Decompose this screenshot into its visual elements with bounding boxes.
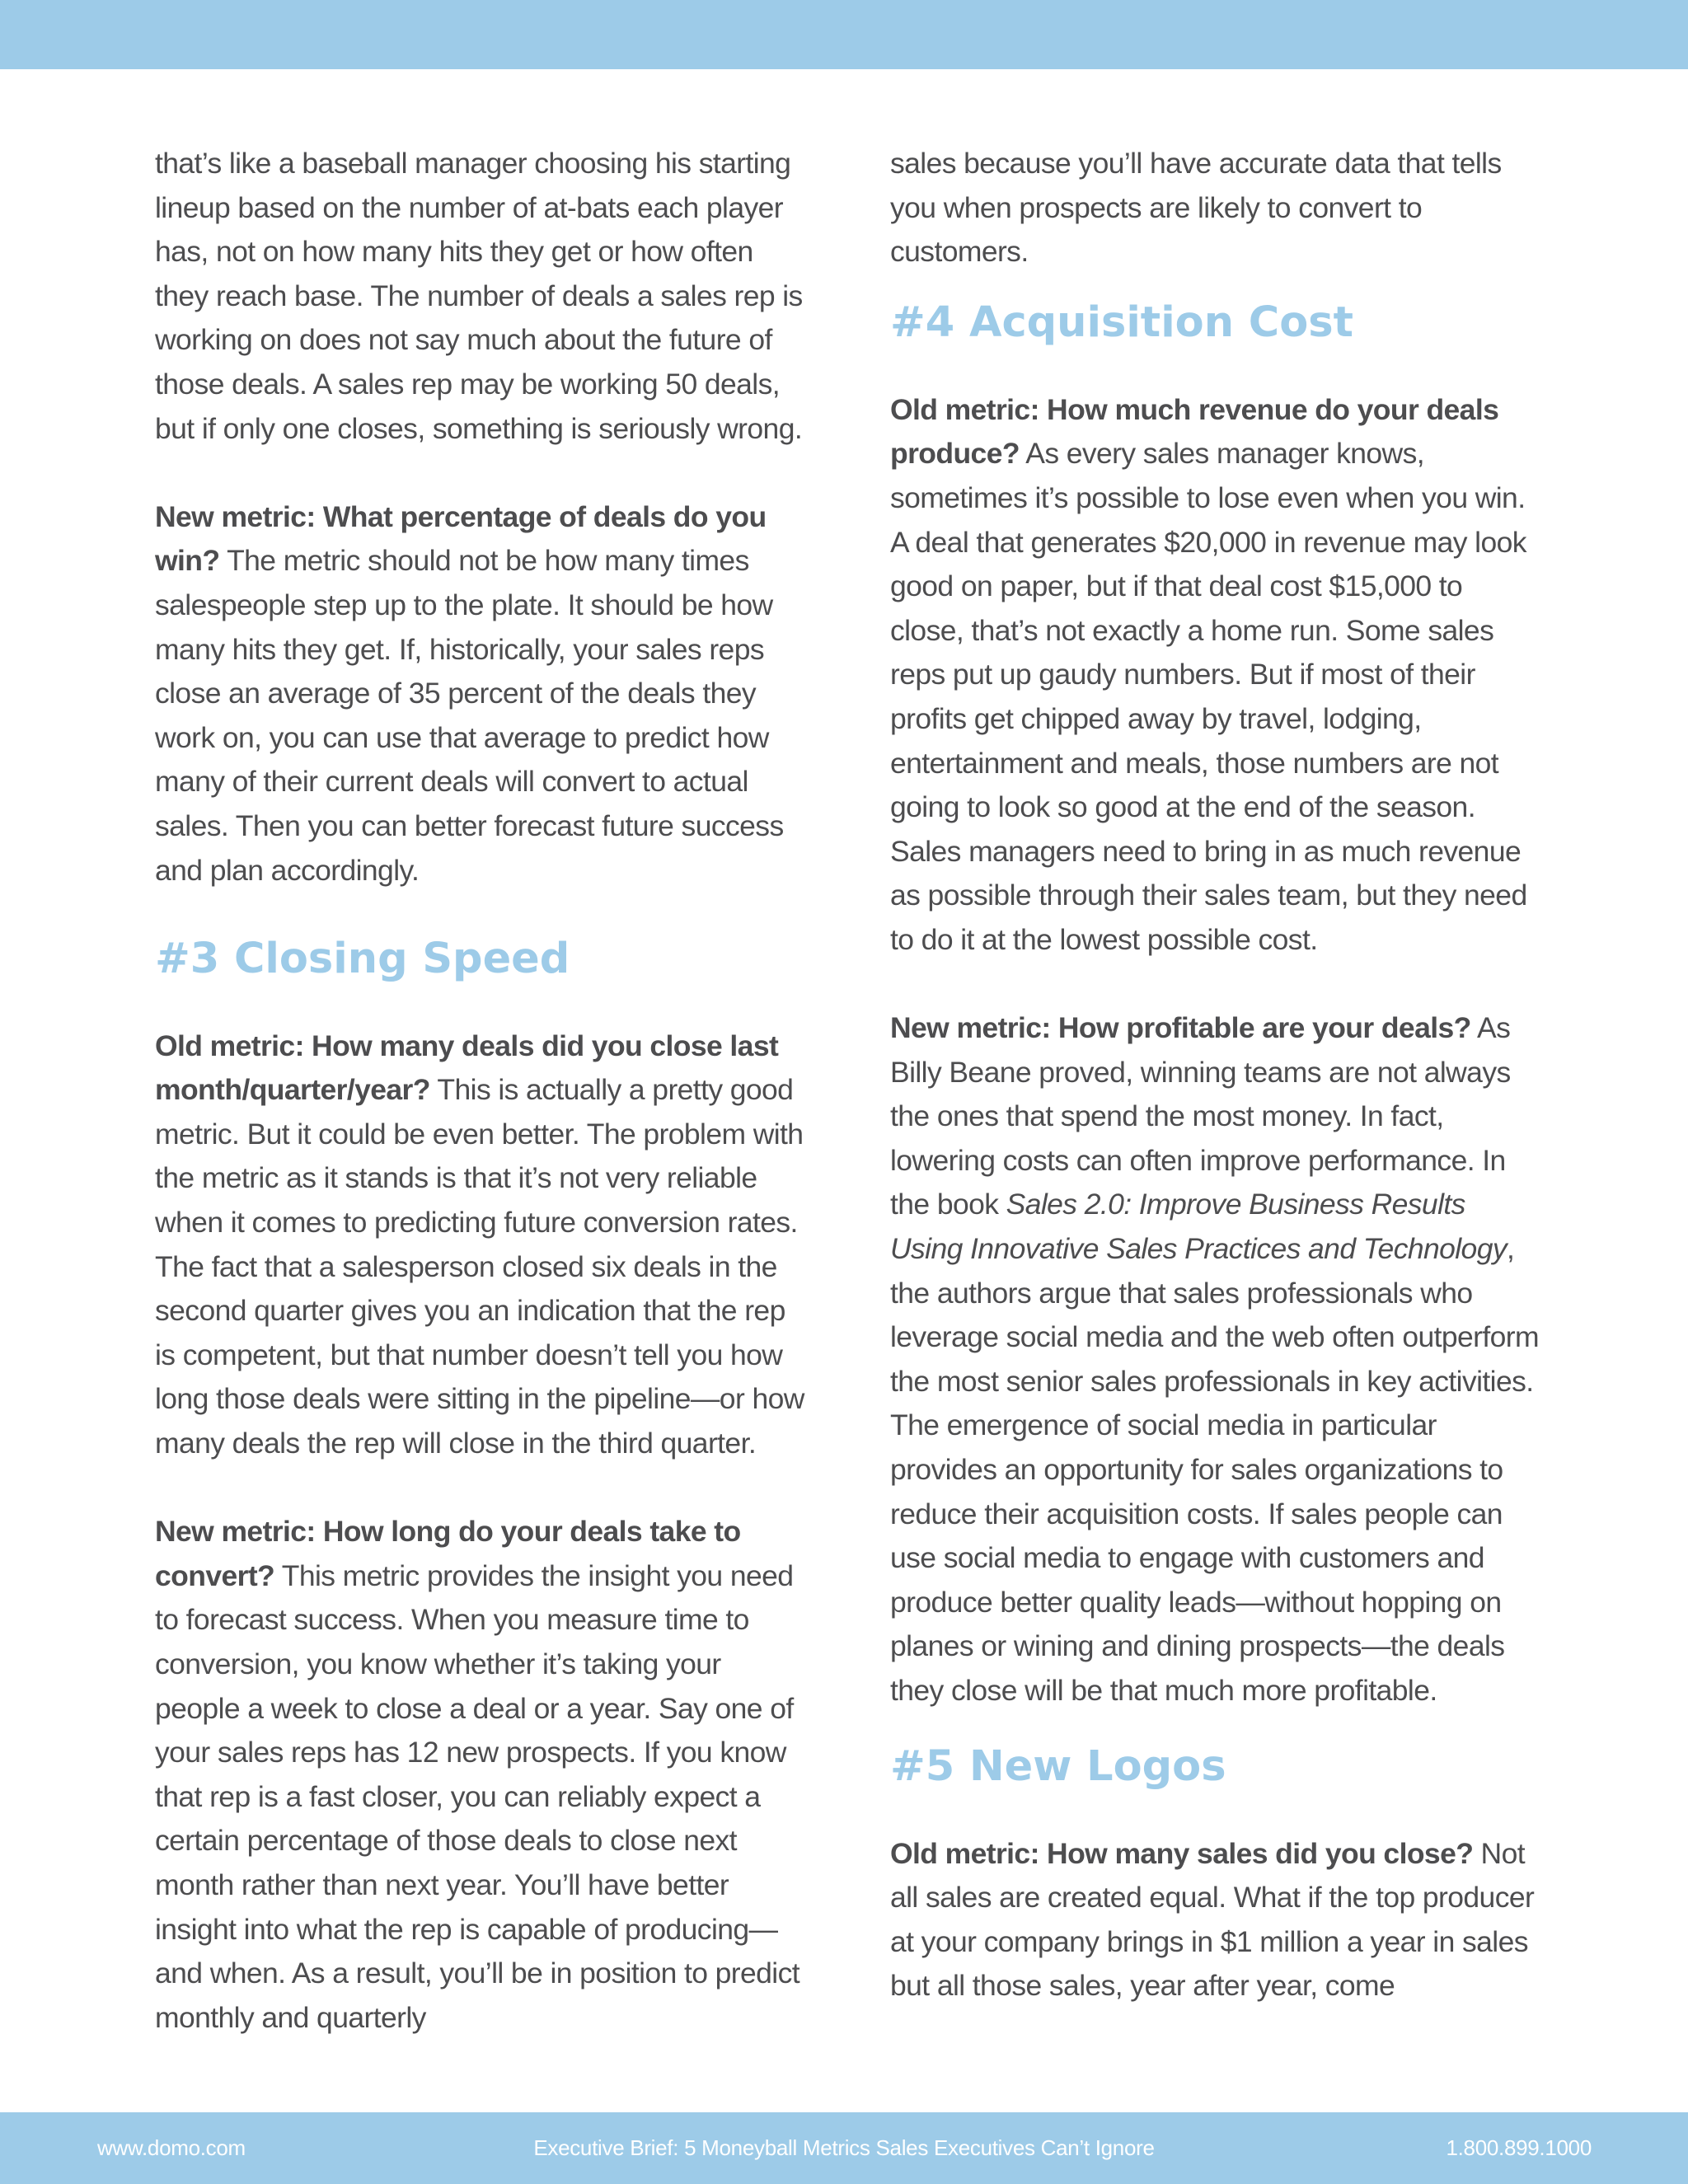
- closing-speed-old-body: This is actually a pretty good metric. But it could be even better. The problem with the metric as it stands is that it’s not very reliable when it comes to predicting future conversion rates. The fact that a salesperson closed six deals in the second quarter gives you an indication that the rep is competent, but that number doesn’t tell you how long those deals were sitting in the pipeline—or how many deals the rep will close in the third quarter.: [155, 1073, 804, 1460]
- win-rate-body: The metric should not be how many times salespeople step up to the plate. It should be how many hits they get. If, historically, your sales reps close an average of 35 percent of the deals they work on, you can use that average to predict how many of their current deals will convert to actual sales. Then you can better forecast future success and plan accordingly.: [155, 544, 784, 887]
- closing-speed-old-lead: Old metric: How many deals did you close last month/quarter/year?: [155, 1029, 779, 1107]
- left-column: [155, 142, 806, 2040]
- right-column: [890, 142, 1541, 2008]
- footer-band: [0, 2112, 1688, 2184]
- new-logos-old-lead: Old metric: How many sales did you close?: [890, 1836, 1474, 1870]
- header-band: [0, 0, 1688, 69]
- acquisition-old-paragraph: [890, 388, 1541, 963]
- new-logos-old-paragraph: [890, 1832, 1541, 2008]
- footer-website: www.domo.com: [97, 2135, 246, 2160]
- acquisition-new-body-b: , the authors argue that sales professionals who leverage social media and the web often outperform the most senior sales professionals in key activities. The emergence of social media in particular provides an opportunity for sales organizations to reduce their acquisition costs. If sales people can use social media to engage with customers and produce better quality leads—without hopping on planes or wining and dining prospects—the deals they close will be that much more profitable.: [890, 1232, 1539, 1707]
- closing-speed-new-paragraph: [155, 1510, 806, 2040]
- intro-paragraph: that’s like a baseball manager choosing his starting lineup based on the number of at-bats each player has, not on how many hits they get or how often they reach base. The number of deals a sales rep is working on does not say much about the future of those deals. A sales rep may be working 50 deals, but if only one closes, something is seriously wrong.: [155, 147, 803, 445]
- new-logos-old-body: Not all sales are created equal. What if the top producer at your company brings in $1 million a year in sales but all those sales, year after year, come: [890, 1836, 1535, 2003]
- closing-speed-old-paragraph: [155, 1024, 806, 1466]
- section-heading-closing-speed: #3 Closing Speed: [155, 934, 570, 983]
- win-rate-paragraph: [155, 495, 806, 893]
- continuation-paragraph: sales because you’ll have accurate data that tells you when prospects are likely to convert to customers.: [890, 147, 1502, 269]
- acquisition-new-body-a: As Billy Beane proved, winning teams are not always the ones that spend the most money. In fact, lowering costs can often improve performance. In the book: [890, 1011, 1511, 1221]
- closing-speed-new-lead: New metric: How long do your deals take to convert?: [155, 1515, 741, 1592]
- win-rate-lead: New metric: What percentage of deals do you win?: [155, 499, 767, 578]
- section-heading-new-logos: #5 New Logos: [890, 1741, 1226, 1791]
- footer-phone: 1.800.899.1000: [1446, 2135, 1592, 2160]
- book-title: Sales 2.0: Improve Business Results Using Innovative Sales Practices and Technology: [890, 1188, 1507, 1266]
- acquisition-old-body: As every sales manager knows, sometimes it’s possible to lose even when you win. A deal that generates $20,000 in revenue may look good on paper, but if that deal cost $15,000 to close, that’s not exactly a home run. Some sales reps put up gaudy numbers. But if most of their profits get chipped away by travel, lodging, entertainment and meals, those numbers are not going to look so good at the end of the season. Sales managers need to bring in as much revenue as possible through their sales team, but they need to do it at the lowest possible cost.: [890, 437, 1527, 956]
- section-heading-acquisition-cost: #4 Acquisition Cost: [890, 298, 1353, 347]
- acquisition-old-lead: Old metric: How much revenue do your deals produce?: [890, 392, 1499, 471]
- closing-speed-new-body: This metric provides the insight you need to forecast success. When you measure time to conversion, you know whether it’s taking your people a week to close a deal or a year. Say one of your sales reps has 12 new prospects. If you know that rep is a fast closer, you can reliably expect a certain percentage of those deals to close next month rather than next year. You’ll have better insight into what the rep is capable of producing—and when. As a result, you’ll be in position to predict monthly and quarterly: [155, 1558, 800, 2034]
- acquisition-new-lead: New metric: How profitable are your deals?: [890, 1011, 1471, 1045]
- acquisition-new-paragraph: [890, 1006, 1541, 1713]
- footer-title: Executive Brief: 5 Moneyball Metrics Sales Executives Can’t Ignore: [533, 2135, 1155, 2160]
